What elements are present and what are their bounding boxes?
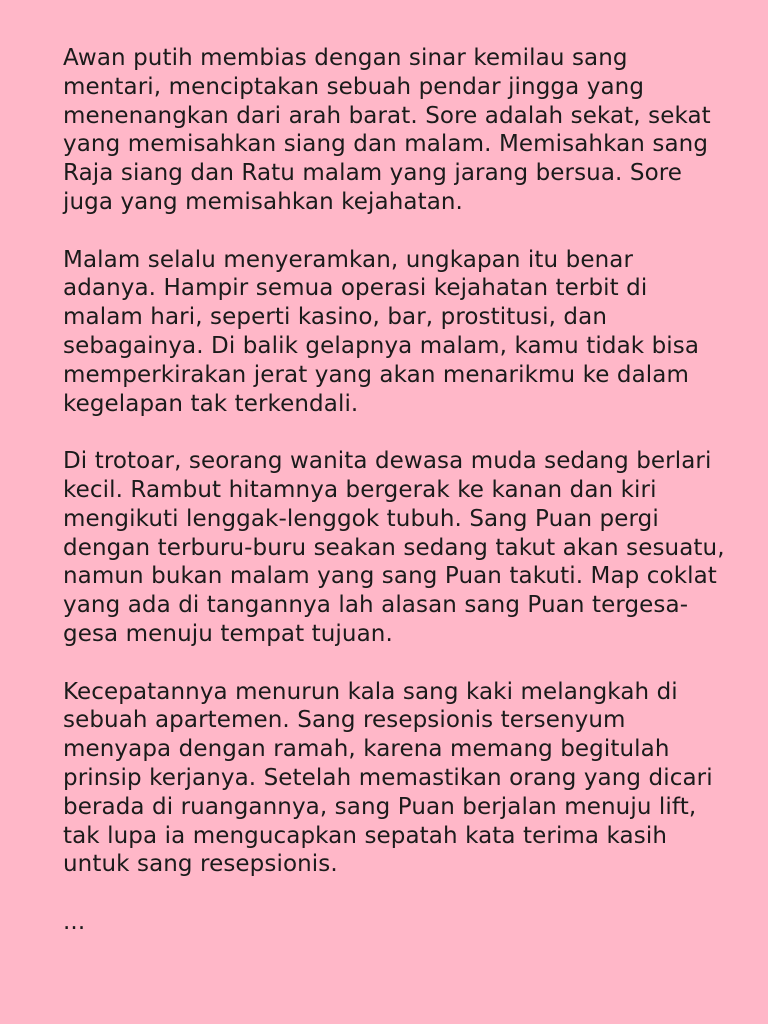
paragraph-1: Awan putih membias dengan sinar kemilau sang mentari, menciptakan sebuah pendar jingga yang menenangkan dari arah barat. Sore adalah sekat, sekat yang memisahkan siang dan malam. Memisahkan sang Raja siang dan Ratu malam yang jarang bersua. Sore juga yang memisahkan kejahatan. <box>63 45 711 215</box>
paragraph-3: Di trotoar, seorang wanita dewasa muda sedang berlari kecil. Rambut hitamnya bergerak ke kanan dan kiri mengikuti lenggak-lenggok tubuh. Sang Puan pergi dengan terburu-buru seakan sedang takut akan sesuatu, namun bukan malam yang sang Puan takuti. Map coklat yang ada di tangannya lah alasan sang Puan tergesa-gesa menuju tempat tujuan. <box>63 448 725 647</box>
ellipsis: ... <box>63 908 86 935</box>
paragraph-2: Malam selalu menyeramkan, ungkapan itu benar adanya. Hampir semua operasi kejahatan terbit di malam hari, seperti kasino, bar, prostitusi, dan sebagainya. Di balik gelapnya malam, kamu tidak bisa memperkirakan jerat yang akan menarikmu ke dalam kegelapan tak terkendali. <box>63 246 700 417</box>
paragraph-4: Kecepatannya menurun kala sang kaki melangkah di sebuah apartemen. Sang resepsionis tersenyum menyapa dengan ramah, karena memang begitulah prinsip kerjanya. Setelah memastikan orang yang dicari berada di ruangannya, sang Puan berjalan menuju lift, tak lupa ia mengucapkan sepatah kata terima kasih untuk sang resepsionis. <box>63 678 713 878</box>
